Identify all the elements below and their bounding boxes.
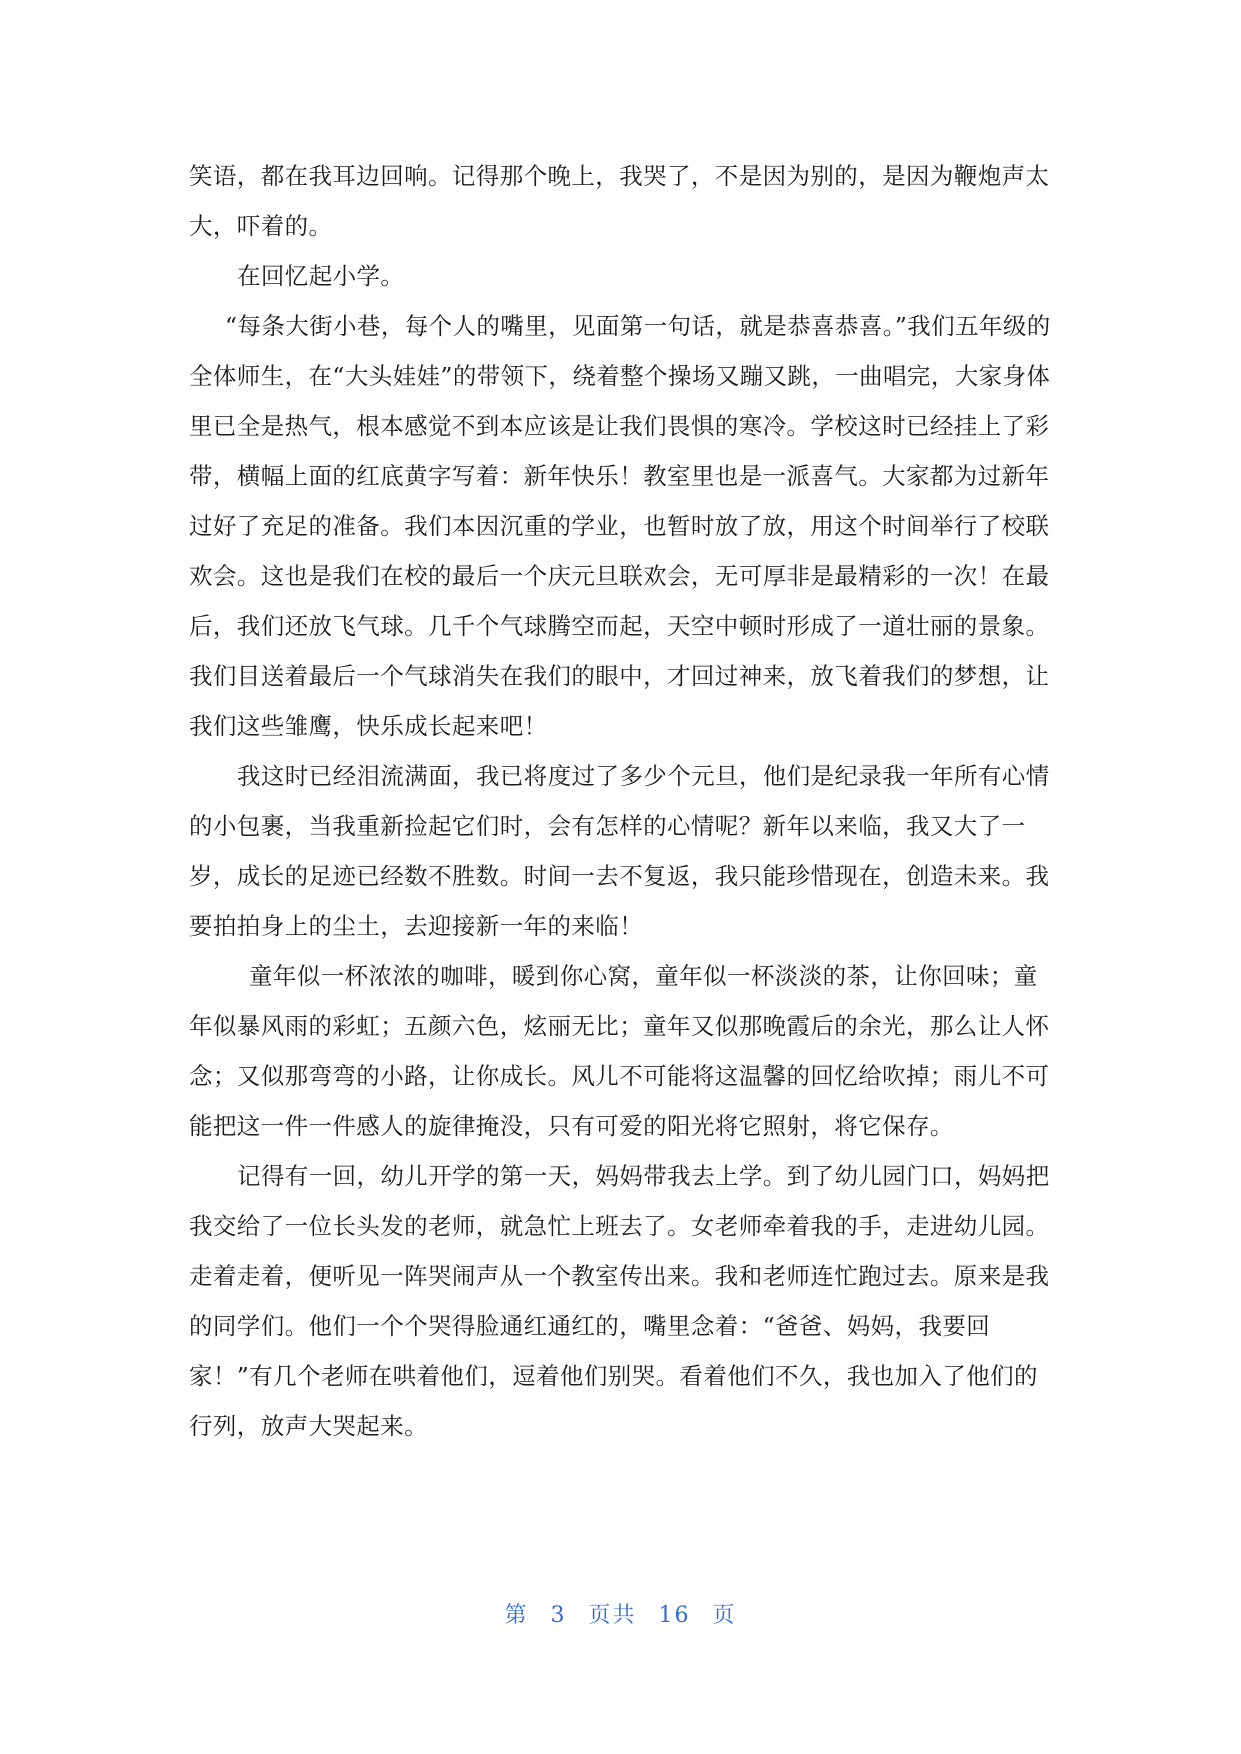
current-page-number: 3 <box>550 1603 567 1628</box>
footer-suffix: 页 <box>712 1603 737 1628</box>
paragraph-kindergarten-day: 记得有一回，幼儿开学的第一天，妈妈带我去上学。到了幼儿园门口，妈妈把我交给了一位长头发的老师，就急忙上班去了。女老师牵着我的手，走进幼儿园。走着走着，便听见一阵哭闹声从一个教室传出来。我和老师连忙跑过去。原来是我的同学们。他们一个个哭得脸通红通红的，嘴里念着：“爸爸、妈妈，我要回家！”有几个老师在哄着他们，逗着他们别哭。看着他们不久，我也加入了他们的行列，放声大哭起来。 <box>189 1162 1050 1440</box>
footer-middle: 页共 <box>588 1603 637 1628</box>
document-body <box>189 151 1053 1451</box>
paragraph-new-year-party: “每条大街小巷，每个人的嘴里，见面第一句话，就是恭喜恭喜。”我们五年级的全体师生，在“大头娃娃”的带领下，绕着整个操场又蹦又跳，一曲唱完，大家身体里已全是热气，根本感觉不到本应该是让我们畏惧的寒冷。学校这时已经挂上了彩带，横幅上面的红底黄字写着：新年快乐！教室里也是一派喜气。大家都为过新年过好了充足的准备。我们本因沉重的学业，也暂时放了放，用这个时间举行了校联欢会。这也是我们在校的最后一个庆元旦联欢会，无可厚非是最精彩的一次！在最后，我们还放飞气球。几千个气球腾空而起，天空中顿时形成了一道壮丽的景象。我们目送着最后一个气球消失在我们的眼中，才回过神来，放飞着我们的梦想，让我们这些雏鹰，快乐成长起来吧！ <box>189 312 1051 740</box>
paragraph-primary-school: 在回忆起小学。 <box>237 262 405 290</box>
footer-prefix: 第 <box>504 1603 529 1628</box>
paragraph-tears: 我这时已经泪流满面，我已将度过了多少个元旦，他们是纪录我一年所有心情的小包裹，当我重新捡起它们时，会有怎样的心情呢？新年以来临，我又大了一岁，成长的足迹已经数不胜数。时间一去不复返，我只能珍惜现在，创造未来。我要拍拍身上的尘土，去迎接新一年的来临！ <box>189 762 1050 940</box>
paragraph-childhood-metaphor: 童年似一杯浓浓的咖啡，暖到你心窝，童年似一杯淡淡的茶，让你回味；童年似暴风雨的彩虹；五颜六色，炫丽无比；童年又似那晚霞后的余光，那么让人怀念；又似那弯弯的小路，让你成长。风儿不可能将这温馨的回忆给吹掉；雨儿不可能把这一件一件感人的旋律掩没，只有可爱的阳光将它照射，将它保存。 <box>189 962 1050 1140</box>
total-pages-number: 16 <box>658 1603 691 1628</box>
paragraph-continuation: 笑语，都在我耳边回响。记得那个晚上，我哭了，不是因为别的，是因为鞭炮声太大，吓着的。 <box>189 162 1050 240</box>
page-number-footer <box>0 1598 1241 1629</box>
